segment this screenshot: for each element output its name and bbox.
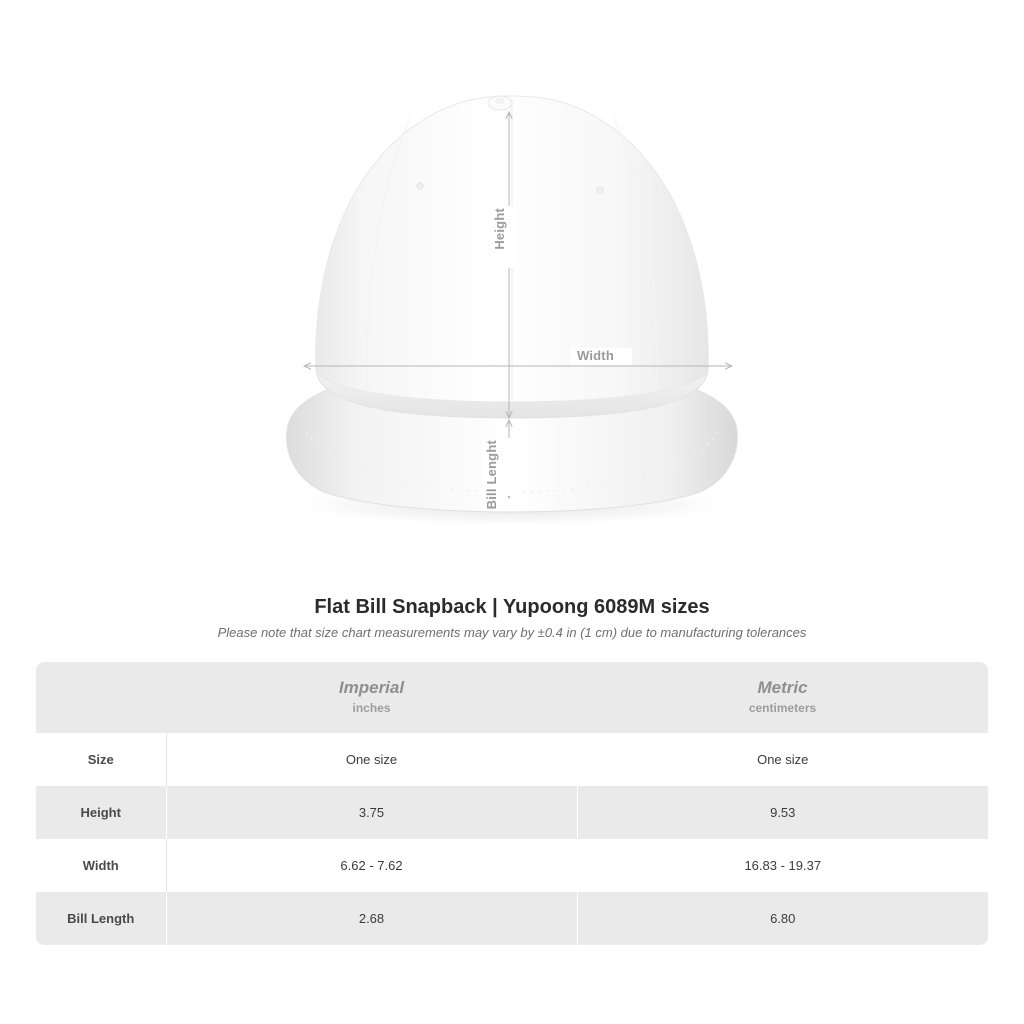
row-label-width: Width xyxy=(36,839,166,892)
cell-height-imperial: 3.75 xyxy=(166,786,577,839)
table-row xyxy=(36,839,988,892)
table-row xyxy=(36,733,988,786)
cell-size-metric: One size xyxy=(577,733,988,786)
unit-name-metric: Metric xyxy=(757,678,808,697)
unit-sub-imperial: inches xyxy=(352,701,391,715)
width-dimension-label: Width xyxy=(577,348,614,363)
table-row xyxy=(36,786,988,839)
bill-length-label-line1: Bill xyxy=(484,488,499,510)
cell-width-imperial: 6.62 - 7.62 xyxy=(166,839,577,892)
cell-width-metric: 16.83 - 19.37 xyxy=(577,839,988,892)
unit-header-spacer xyxy=(36,662,166,733)
bill-length-dimension-label xyxy=(485,440,515,509)
size-chart-table-wrapper xyxy=(36,662,988,945)
unit-name-imperial: Imperial xyxy=(338,678,405,697)
bill-length-label-line2: Lenght xyxy=(484,440,499,485)
table-head xyxy=(36,662,988,733)
page-subtitle: Please note that size chart measurements may vary by ±0.4 in (1 cm) due to manufacturing tolerances xyxy=(217,625,807,640)
row-label-bill-length: Bill Length xyxy=(36,892,166,945)
table-body xyxy=(36,733,988,945)
unit-header-imperial xyxy=(166,662,577,733)
cell-bill-length-metric: 6.80 xyxy=(577,892,988,945)
row-label-size: Size xyxy=(36,733,166,786)
cell-size-imperial: One size xyxy=(166,733,577,786)
cell-height-metric: 9.53 xyxy=(577,786,988,839)
unit-sub-metric: centimeters xyxy=(748,701,817,715)
height-dimension-label: Height xyxy=(492,208,507,250)
unit-header-row xyxy=(36,662,988,733)
table-row xyxy=(36,892,988,945)
unit-header-metric xyxy=(577,662,988,733)
row-label-height: Height xyxy=(36,786,166,839)
page-title: Flat Bill Snapback | Yupoong 6089M sizes xyxy=(314,596,710,618)
size-chart-table xyxy=(36,662,988,945)
cell-bill-length-imperial: 2.68 xyxy=(166,892,577,945)
title-block xyxy=(0,596,1024,640)
